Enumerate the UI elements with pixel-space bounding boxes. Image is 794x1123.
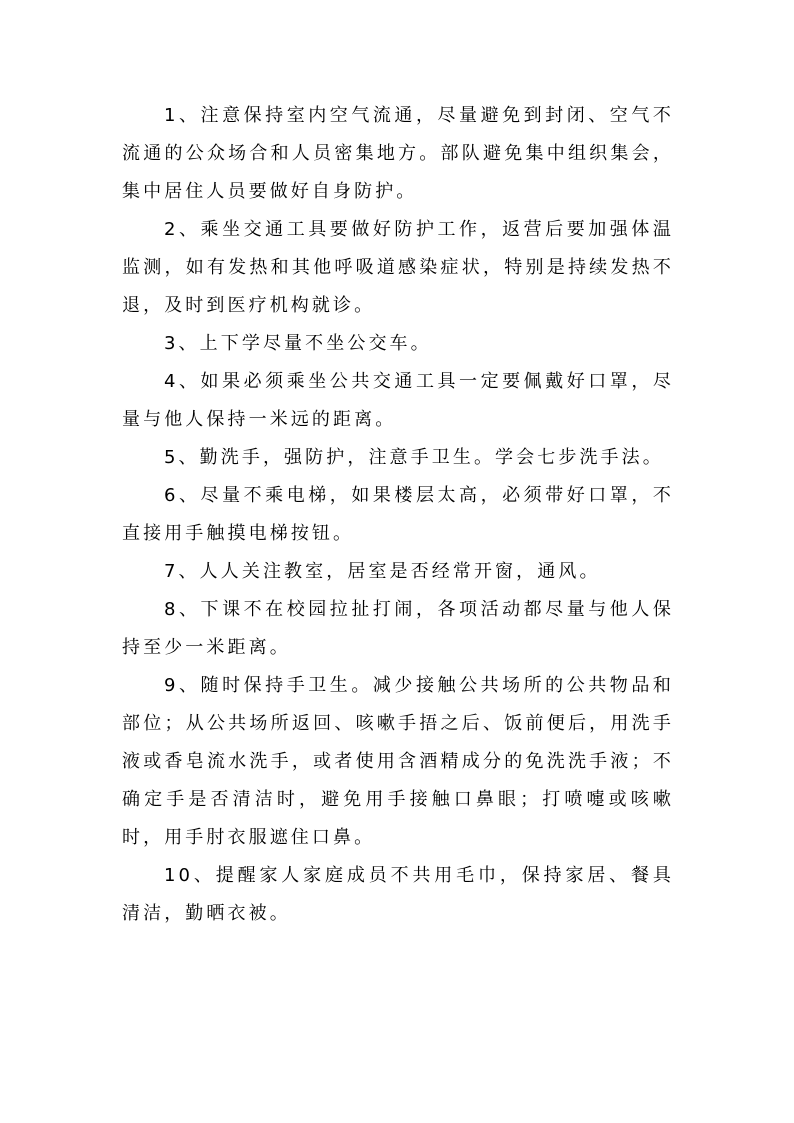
paragraph-2: 2、乘坐交通工具要做好防护工作，返营后要加强体温监测，如有发热和其他呼吸道感染症状，特别是持续发热不退，及时到医疗机构就诊。 [122, 219, 674, 316]
paragraph-10: 10、提醒家人家庭成员不共用毛巾，保持家居、餐具清洁，勤晒衣被。 [122, 865, 674, 924]
paragraph-4: 4、如果必须乘坐公共交通工具一定要佩戴好口罩，尽量与他人保持一米远的距离。 [122, 371, 674, 430]
paragraph-3: 3、上下学尽量不坐公交车。 [164, 333, 432, 354]
paragraph-5: 5、勤洗手，强防护，注意手卫生。学会七步洗手法。 [164, 447, 664, 468]
document-body [122, 97, 674, 933]
paragraph-1: 1、注意保持室内空气流通，尽量避免到封闭、空气不流通的公众场合和人员密集地方。部队避免集中组织集会，集中居住人员要做好自身防护。 [122, 105, 674, 202]
paragraph-8: 8、下课不在校园拉扯打闹，各项活动都尽量与他人保持至少一米距离。 [122, 599, 674, 658]
paragraph-7: 7、人人关注教室，居室是否经常开窗，通风。 [164, 561, 601, 582]
paragraph-9: 9、随时保持手卫生。减少接触公共场所的公共物品和部位；从公共场所返回、咳嗽手捂之后、饭前便后，用洗手液或香皂流水洗手，或者使用含酒精成分的免洗洗手液；不确定手是否清洁时，避免用手接触口鼻眼；打喷嚏或咳嗽时，用手肘衣服遮住口鼻。 [122, 675, 674, 848]
paragraph-6: 6、尽量不乘电梯，如果楼层太高，必须带好口罩，不直接用手触摸电梯按钮。 [122, 485, 674, 544]
